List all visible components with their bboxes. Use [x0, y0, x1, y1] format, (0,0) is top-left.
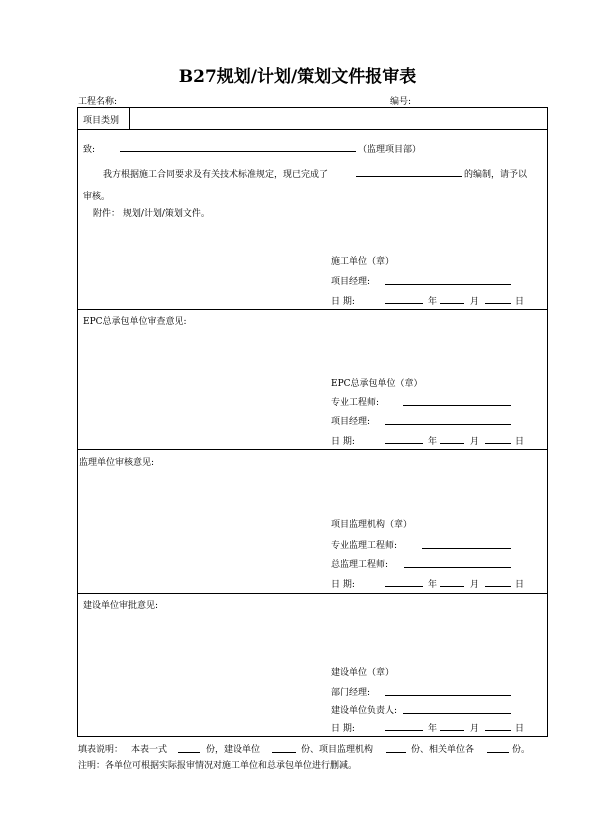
instructions-part3: 份、项目监理机构	[301, 745, 374, 755]
epc-unit-label: EPC总承包单位（章）	[331, 379, 423, 389]
year-blank[interactable]	[385, 303, 423, 304]
owner-month-label: 月	[470, 724, 480, 734]
body-text-part2: 的编制，请予以	[464, 170, 528, 180]
instructions-part4: 份、相关单位各	[411, 745, 475, 755]
body-text-part1: 我方根据施工合同要求及有关技术标准规定，现已完成了	[103, 170, 329, 180]
owner-copies-blank[interactable]	[272, 752, 296, 753]
supervision-month-blank[interactable]	[440, 586, 464, 587]
owner-day-label: 日	[515, 724, 525, 734]
epc-engineer-label: 专业工程师:	[331, 398, 380, 408]
supervision-month-label: 月	[470, 580, 480, 590]
pm-signature-blank[interactable]	[385, 284, 511, 285]
owner-heading: 建设单位审批意见:	[83, 601, 159, 611]
supervision-date-label: 日 期:	[331, 580, 355, 590]
chief-engineer-blank[interactable]	[404, 567, 511, 568]
owner-leader-blank[interactable]	[403, 713, 511, 714]
epc-pm-label: 项目经理:	[331, 417, 371, 427]
epc-date-label: 日 期:	[331, 437, 355, 447]
supervision-year-blank[interactable]	[385, 586, 423, 587]
supervision-dept-label: （监理项目部）	[358, 145, 422, 155]
epc-pm-blank[interactable]	[385, 424, 511, 425]
owner-year-blank[interactable]	[385, 730, 423, 731]
supervision-unit-label: 项目监理机构（章）	[331, 520, 413, 530]
supervision-year-label: 年	[428, 580, 438, 590]
section-divider	[77, 309, 548, 310]
attachment-text: 附件： 规划/计划/策划文件。	[93, 209, 210, 219]
footer-note: 注明：各单位可根据实际报审情况对施工单位和总承包单位进行删减。	[78, 761, 358, 771]
instructions-label: 填表说明：	[78, 745, 124, 755]
month-blank[interactable]	[440, 303, 464, 304]
to-label: 致:	[83, 145, 96, 155]
owner-date-label: 日 期:	[331, 724, 355, 734]
project-type-label: 项目类别	[83, 116, 120, 126]
supervision-day-label: 日	[515, 580, 525, 590]
body-text-line2: 审核。	[83, 192, 111, 202]
document-name-blank[interactable]	[356, 176, 462, 177]
day-blank[interactable]	[485, 303, 511, 304]
epc-year-blank[interactable]	[385, 443, 423, 444]
pm-label: 项目经理:	[331, 277, 371, 287]
supervision-engineer-blank[interactable]	[422, 548, 511, 549]
epc-month-label: 月	[470, 437, 480, 447]
owner-leader-label: 建设单位负责人:	[331, 706, 398, 716]
related-copies-blank[interactable]	[487, 752, 509, 753]
owner-month-blank[interactable]	[440, 730, 464, 731]
supervision-day-blank[interactable]	[485, 586, 511, 587]
page-title: B27规划/计划/策划文件报审表	[178, 67, 417, 87]
construction-unit-label: 施工单位（章）	[331, 257, 395, 267]
dept-manager-label: 部门经理:	[331, 688, 371, 698]
supervision-heading: 监理单位审核意见:	[79, 458, 155, 468]
number-label: 编号:	[390, 97, 412, 107]
section-divider	[77, 593, 548, 594]
form-table	[77, 107, 548, 737]
epc-engineer-blank[interactable]	[403, 405, 511, 406]
owner-unit-label: 建设单位（章）	[331, 668, 395, 678]
epc-day-blank[interactable]	[485, 443, 511, 444]
epc-heading: EPC总承包单位审查意见:	[83, 317, 187, 327]
row-divider	[77, 129, 548, 130]
epc-month-blank[interactable]	[440, 443, 464, 444]
section-divider	[77, 449, 548, 450]
supervision-copies-blank[interactable]	[386, 752, 406, 753]
cell-divider	[129, 107, 130, 129]
owner-year-label: 年	[428, 724, 438, 734]
epc-day-label: 日	[515, 437, 525, 447]
total-copies-blank[interactable]	[178, 752, 200, 753]
instructions-part5: 份。	[512, 745, 531, 755]
date-label: 日 期:	[331, 297, 355, 307]
epc-year-label: 年	[428, 437, 438, 447]
instructions-part1: 本表一式	[131, 745, 168, 755]
dept-manager-blank[interactable]	[385, 695, 511, 696]
month-label: 月	[470, 297, 480, 307]
instructions-part2: 份，建设单位	[206, 745, 261, 755]
project-name-label: 工程名称:	[78, 97, 118, 107]
chief-engineer-label: 总监理工程师:	[331, 560, 389, 570]
supervision-dept-blank[interactable]	[120, 151, 356, 152]
day-label: 日	[515, 297, 525, 307]
year-label: 年	[428, 297, 438, 307]
owner-day-blank[interactable]	[485, 730, 511, 731]
supervision-engineer-label: 专业监理工程师:	[331, 541, 398, 551]
